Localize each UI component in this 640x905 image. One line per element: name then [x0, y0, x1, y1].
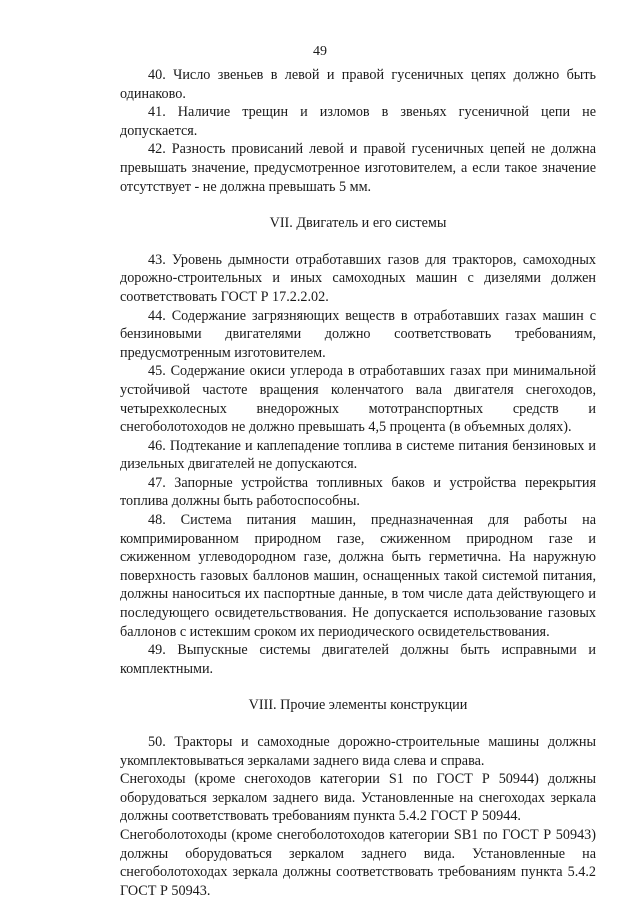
section-heading-engine: VII. Двигатель и его системы — [269, 215, 447, 232]
paragraph-item-45: 45. Содержание окиси углерода в отработавших газах при минимальной устойчивой частоте вращения коленчатого вала двигателя снегоходов, четырехколесных внедорожных мототранспортных средств и снегоболотоходов не должно превышать 4,5 процента (в объемных долях). — [120, 363, 596, 436]
page-body — [120, 66, 596, 900]
paragraph-snowmobiles: Снегоходы (кроме снегоходов категории S1 по ГОСТ Р 50944) должны оборудоваться зеркалом заднего вида. Установленные на снегоходах зеркала должны соответствовать требованиям пункта 5.4.2 ГОСТ Р 50944. — [120, 771, 596, 825]
paragraph-item-43: 43. Уровень дымности отработавших газов для тракторов, самоходных дорожно-строительных и иных самоходных машин с дизелями должен соответствовать ГОСТ Р 17.2.2.02. — [120, 251, 596, 305]
paragraph-item-42: 42. Разность провисаний левой и правой гусеничных цепей не должна превышать значение, предусмотренное изготовителем, а если такое значение отсутствует - не должна превышать 5 мм. — [120, 141, 596, 195]
paragraph-item-40: 40. Число звеньев в левой и правой гусеничных цепях должно быть одинаково. — [120, 67, 596, 102]
paragraph-snow-swamp-vehicles: Снегоболотоходы (кроме снегоболотоходов категории SB1 по ГОСТ Р 50943) должны оборудоваться зеркалом заднего вида. Установленные на снегоболотоходах зеркала должны соответствовать требованиям пункта 5.4.2 ГОСТ Р 50943. — [120, 826, 596, 899]
page-number: 49 — [313, 44, 327, 59]
paragraph-item-49: 49. Выпускные системы двигателей должны быть исправными и комплектными. — [120, 642, 596, 677]
section-heading-other-elements: VIII. Прочие элементы конструкции — [248, 697, 468, 714]
paragraph-item-47: 47. Запорные устройства топливных баков и устройства перекрытия топлива должны быть работоспособны. — [120, 474, 596, 510]
paragraph-item-48: 48. Система питания машин, предназначенная для работы на компримированном природном газе, сжиженном природном газе и сжиженном углеводородном газе, должна быть герметична. На наружную поверхность газовых баллонов машин, оснащенных такой системой питания, должны наноситься их паспортные данные, в том числе дата действующего и последующего освидетельствования. Не допускается использование газовых баллонов с истекшим сроком их периодического освидетельствования. — [120, 512, 596, 640]
paragraph-item-41: 41. Наличие трещин и изломов в звеньях гусеничной цепи не допускается. — [120, 104, 596, 139]
paragraph-item-46: 46. Подтекание и каплепадение топлива в системе питания бензиновых и дизельных двигателей не допускаются. — [120, 437, 596, 473]
paragraph-item-50: 50. Тракторы и самоходные дорожно-строительные машины должны укомплектовываться зеркалами заднего вида слева и справа. — [120, 734, 596, 769]
paragraph-item-44: 44. Содержание загрязняющих веществ в отработавших газах машин с бензиновыми двигателями должно соответствовать требованиям, предусмотренным изготовителем. — [120, 307, 596, 361]
